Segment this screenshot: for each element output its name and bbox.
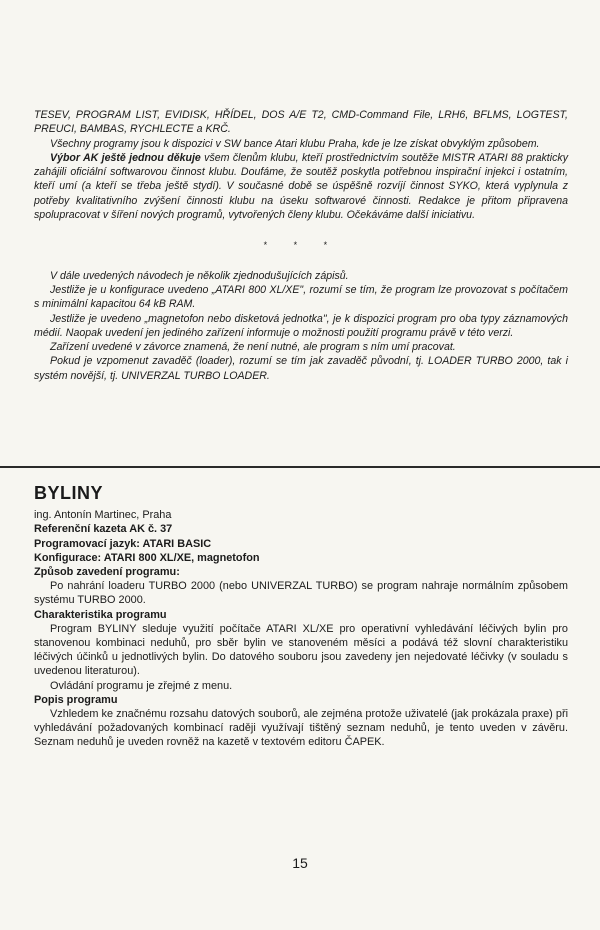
intro-block — [34, 108, 568, 383]
meta-cassette: Referenční kazeta AK č. 37 — [34, 523, 173, 536]
section-heading-characteristics: Charakteristika programu — [34, 608, 167, 621]
note-4: Pokud je vzpomenut zavaděč (loader), rozumí se tím jak zavaděč původní, tj. LOADER TURBO 2000, tak i systém novější, tj. UNIVERZAL TURBO LOADER. — [34, 355, 568, 382]
availability-line: Všechny programy jsou k dispozici v SW bance Atari klubu Praha, kde je lze získat obvyklým způsobem. — [50, 137, 540, 150]
section-heading-description: Popis programu — [34, 693, 118, 706]
committee-lead: Výbor AK ještě jednou děkuje — [50, 151, 201, 164]
section-characteristics-text: Program BYLINY sleduje využití počítače ATARI XL/XE pro operativní vyhledávání léčivých bylin pro stanovenou kombinaci neduhů, pro sběr bylin ve stanoveném měsíci a podává též slovní charakteristiku léčivých účinků u jednotlivých bylin. Do datového souboru jsou zavedeny jen nejedovaté léčivky (v souladu s uvedenou literaturou). — [34, 622, 568, 678]
note-3: Zařízení uvedené v závorce znamená, že není nutné, ale program s ním umí pracovat. — [50, 341, 456, 354]
section-description-text: Vzhledem ke značnému rozsahu datových souborů, ale zejména protože uživatelé (jak prokázala praxe) při vyhledávání požadovaných kombinací raději využívají tištěný seznam neduhů, je tento uveden v závěru. Seznam neduhů je uveden rovněž na kazetě v textovém editoru ČAPEK. — [34, 708, 568, 749]
committee-paragraph — [34, 151, 568, 222]
section-loading-text: Po nahrání loaderu TURBO 2000 (nebo UNIVERZAL TURBO) se program nahraje normálním způsobem systému TURBO 2000. — [34, 580, 568, 607]
section-separator: * * * — [263, 240, 339, 251]
meta-language: Programovací jazyk: ATARI BASIC — [34, 537, 212, 550]
article-byliny — [34, 483, 568, 750]
meta-configuration: Konfigurace: ATARI 800 XL/XE, magnetofon — [34, 551, 260, 564]
committee-text: všem členům klubu, kteří prostřednictvím soutěže MISTR ATARI 88 prakticky zahájili oficiální softwarovou činnost klubu. Doufáme, že soutěž poskytla potřebnou inspirační injekci i ostatním, kteří umí (a kteří se třeba ještě stydí). V současné době se úspěšně rozvíjí činnost SYKO, která vyplynula z potřeby kvalitativního zvýšení činnosti klubu na úseku softwarové činnosti. Redakce je přitom připravena spolupracovat v šíření nových programů, vytvořených členy klubu. Očekáváme další iniciativu. — [34, 151, 568, 222]
horizontal-rule — [0, 466, 600, 468]
intro-italic-text — [34, 108, 568, 383]
article-author: ing. Antonín Martinec, Praha — [34, 509, 172, 522]
note-2: Jestliže je uvedeno „magnetofon nebo disketová jednotka", je k dispozici program pro oba typy záznamových médií. Naopak uvedení jen jediného zařízení informuje o možnosti použití programu právě v této verzi. — [34, 312, 568, 339]
note-0: V dále uvedených návodech je několik zjednodušujících zápisů. — [50, 269, 349, 282]
section-characteristics-control: Ovládání programu je zřejmé z menu. — [50, 679, 233, 692]
note-1: Jestliže je u konfigurace uvedeno „ATARI 800 XL/XE", rozumí se tím, že program lze provozovat s počítačem s minimální kapacitou 64 kB RAM. — [34, 283, 568, 311]
page-number: 15 — [292, 855, 308, 871]
program-list-line: TESEV, PROGRAM LIST, EVIDISK, HŘÍDEL, DOS A/E T2, CMD-Command File, LRH6, BFLMS, LOGTEST, PREUCI, BAMBAS, RYCHLECTE a KRČ. — [34, 109, 568, 136]
article-title: BYLINY — [34, 483, 104, 503]
section-heading-loading: Způsob zavedení programu: — [34, 566, 180, 579]
